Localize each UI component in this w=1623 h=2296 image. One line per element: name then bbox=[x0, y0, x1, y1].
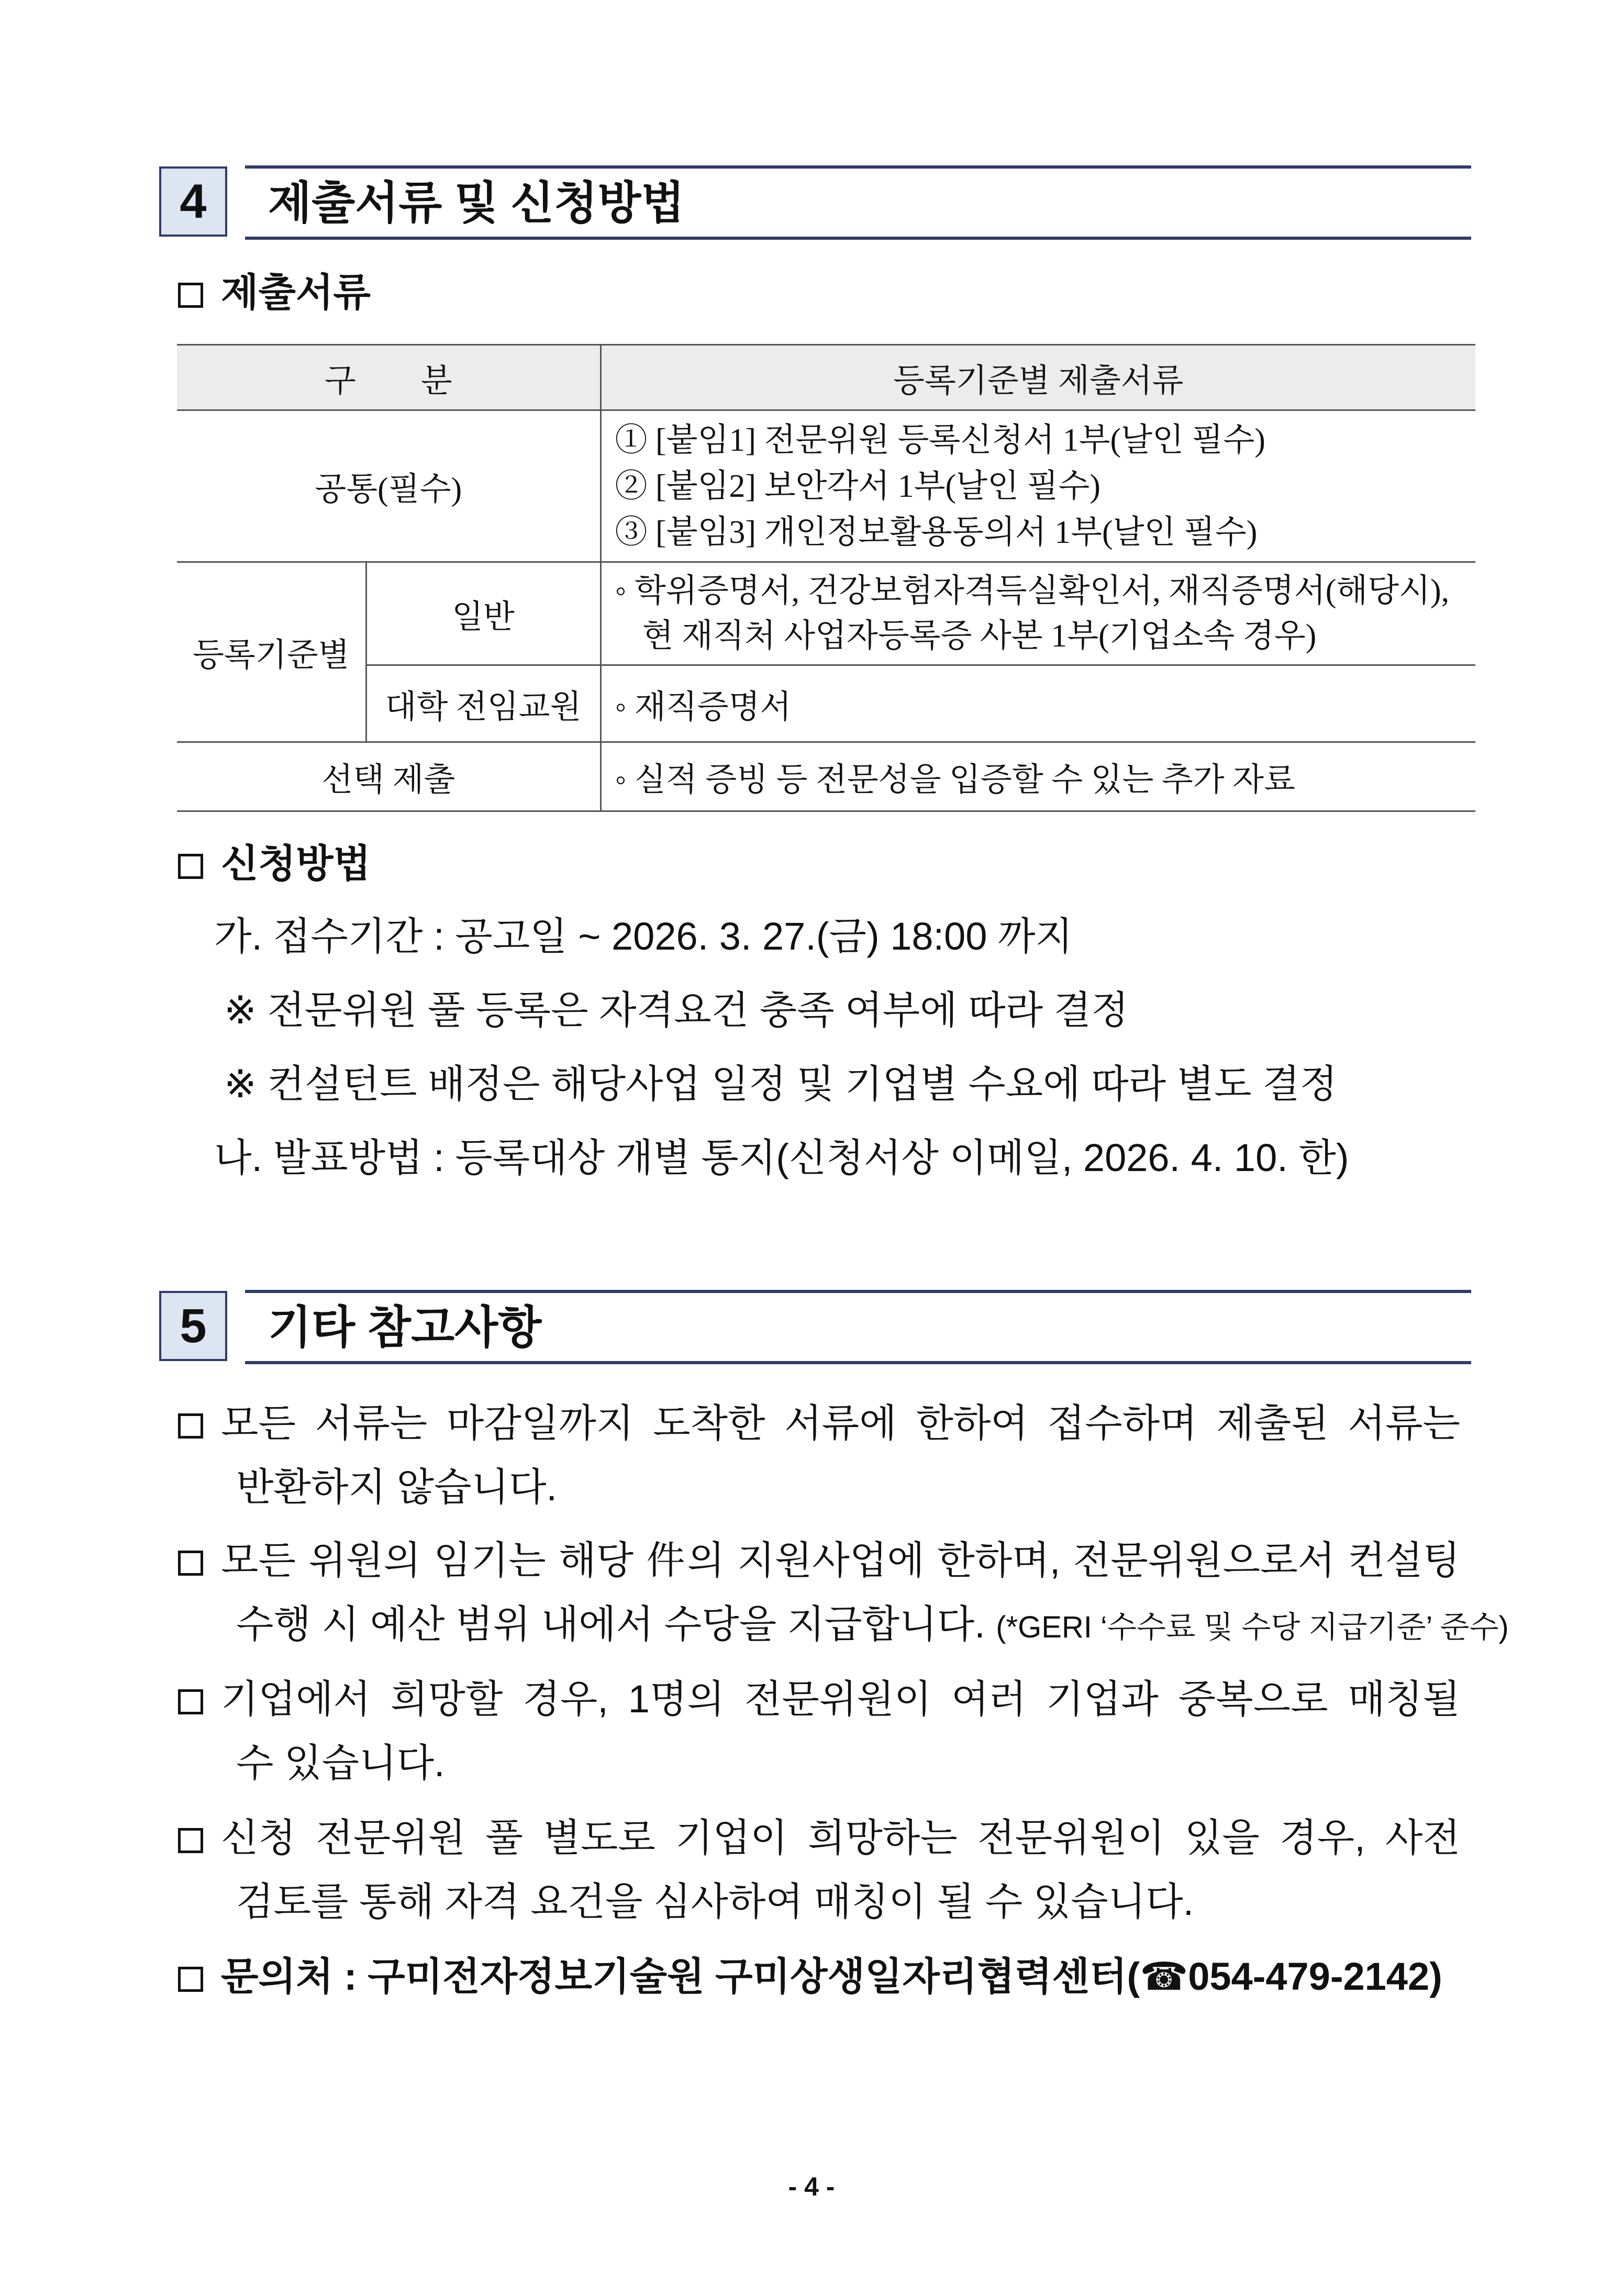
section-title: 제출서류 및 신청방법 bbox=[268, 178, 685, 228]
checkbox-square-icon bbox=[178, 1689, 203, 1714]
documents-heading bbox=[178, 273, 371, 312]
text-line: 반환하지 않습니다. bbox=[236, 1465, 557, 1509]
list-item: ① [붙임1] 전문위원 등록신청서 1부(날인 필수) bbox=[615, 422, 1265, 458]
section-top-rule bbox=[245, 1290, 1471, 1293]
row-label-professor: 대학 전임교원 bbox=[366, 665, 601, 742]
text-line: 모든 서류는 마감일까지 도착한 서류에 한하여 접수하며 제출된 서류는 bbox=[221, 1401, 1460, 1445]
text-line: 검토를 통해 자격 요건을 심사하여 매칭이 될 수 있습니다. bbox=[236, 1880, 1194, 1923]
text-line: 수 있습니다. bbox=[236, 1741, 445, 1785]
list-item: ② [붙임2] 보안각서 1부(날인 필수) bbox=[615, 468, 1100, 504]
section-top-rule bbox=[245, 165, 1471, 169]
heading-text: 제출서류 bbox=[221, 271, 371, 314]
section-title: 기타 참고사항 bbox=[268, 1302, 542, 1353]
table-header-row bbox=[177, 345, 1475, 410]
page-number: - 4 - bbox=[788, 2172, 835, 2201]
section-bottom-rule bbox=[245, 237, 1471, 240]
row-label-criteria: 등록기준별 bbox=[177, 562, 366, 742]
checkbox-square-icon bbox=[178, 1967, 203, 1992]
row-value-general bbox=[601, 562, 1475, 665]
row-label-general: 일반 bbox=[366, 562, 601, 665]
method-line: 가. 접수기간 : 공고일 ~ 2026. 3. 27.(금) 18:00 까지 bbox=[214, 915, 1073, 958]
row-label-optional: 선택 제출 bbox=[177, 742, 601, 811]
method-heading bbox=[178, 844, 371, 883]
checkbox-square-icon bbox=[178, 1551, 203, 1576]
table-row bbox=[177, 665, 1475, 742]
section-number-badge: 5 bbox=[159, 1291, 227, 1361]
section-bottom-rule bbox=[245, 1361, 1471, 1364]
heading-text: 신청방법 bbox=[221, 842, 371, 885]
list-item: ③ [붙임3] 개인정보활용동의서 1부(날인 필수) bbox=[615, 514, 1258, 550]
checkbox-square-icon bbox=[178, 283, 203, 308]
text-line: 현 재직처 사업자등록증 사본 1부(기업소속 경우) bbox=[642, 618, 1317, 654]
row-value-professor: ◦ 재직증명서 bbox=[601, 665, 1475, 742]
table-row bbox=[177, 742, 1475, 811]
footnote-text: (*GERI ‘수수료 및 수당 지급기준’ 준수) bbox=[996, 1610, 1509, 1644]
row-label-common: 공통(필수) bbox=[177, 410, 601, 562]
text-line: ◦ 학위증명서, 건강보험자격득실확인서, 재직증명서(해당시), bbox=[615, 573, 1450, 609]
checkbox-square-icon bbox=[178, 1828, 203, 1853]
contact-text: 문의처 : 구미전자정보기술원 구미상생일자리협력센터(☎054-479-2142) bbox=[221, 1955, 1442, 1998]
row-value-optional: ◦ 실적 증빙 등 전문성을 입증할 수 있는 추가 자료 bbox=[601, 742, 1475, 811]
table-row bbox=[177, 562, 1475, 665]
text-line: 기업에서 희망할 경우, 1명의 전문위원이 여러 기업과 중복으로 매칭될 bbox=[221, 1677, 1460, 1721]
text-line: 수행 시 예산 범위 내에서 수당을 지급합니다. bbox=[236, 1602, 985, 1646]
text-line: 신청 전문위원 풀 별도로 기업이 희망하는 전문위원이 있을 경우, 사전 bbox=[221, 1816, 1460, 1859]
documents-table bbox=[177, 344, 1475, 812]
header-category: 구 분 bbox=[177, 345, 601, 410]
text-line: 모든 위원의 임기는 해당 件의 지원사업에 한하며, 전문위원으로서 컨설팅 bbox=[221, 1539, 1460, 1582]
table-row bbox=[177, 410, 1475, 562]
method-line: 나. 발표방법 : 등록대상 개별 통지(신청서상 이메일, 2026. 4. 10. 한) bbox=[214, 1136, 1349, 1179]
checkbox-square-icon bbox=[178, 854, 203, 879]
checkbox-square-icon bbox=[178, 1413, 203, 1439]
method-note: ※ 전문위원 풀 등록은 자격요건 충족 여부에 따라 결정 bbox=[224, 988, 1129, 1032]
row-value-common bbox=[601, 410, 1475, 562]
header-documents: 등록기준별 제출서류 bbox=[601, 345, 1475, 410]
method-note: ※ 컨설턴트 배정은 해당사업 일정 및 기업별 수요에 따라 별도 결정 bbox=[224, 1062, 1338, 1106]
section-number-badge: 4 bbox=[159, 166, 227, 237]
